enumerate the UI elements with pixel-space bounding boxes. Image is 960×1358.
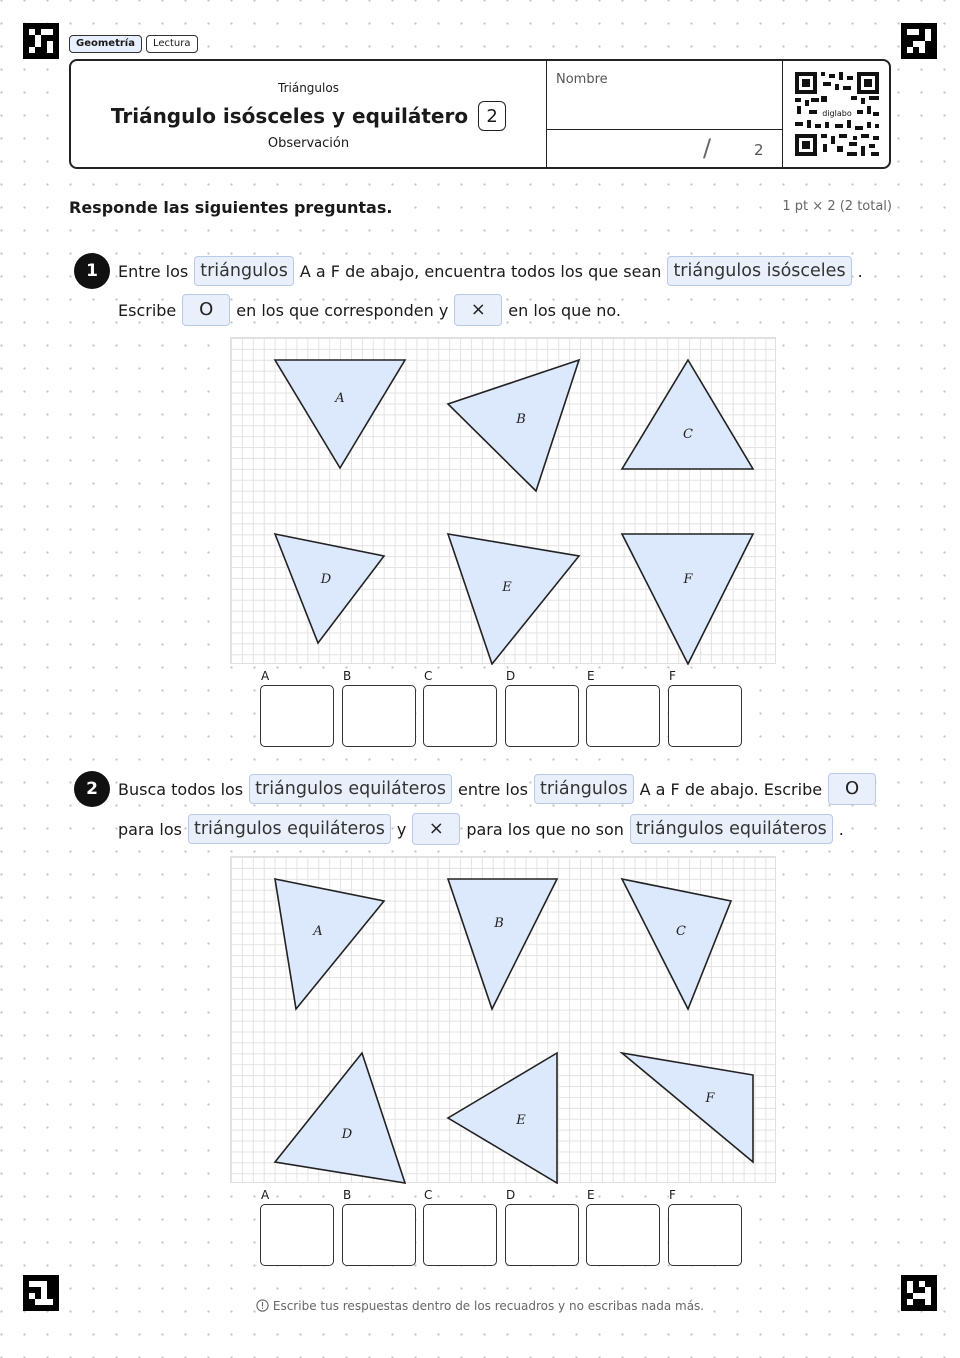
name-score-block — [546, 61, 782, 167]
cross-symbol-icon: × — [412, 813, 460, 845]
answer-box-c[interactable] — [423, 685, 497, 747]
score-total: 2 — [754, 141, 764, 159]
answer-box-b[interactable] — [342, 685, 416, 747]
q2-text: para los — [118, 819, 182, 839]
triangle-label-f: F — [683, 572, 693, 587]
triangle-label-b: B — [494, 916, 504, 931]
name-label: Nombre — [556, 72, 608, 87]
keyword-isosceles-triangles[interactable]: triángulos isósceles — [667, 256, 851, 286]
keyword-triangles[interactable]: triángulos — [194, 256, 294, 286]
q2-text: entre los — [458, 779, 528, 799]
answer-label-a: A — [261, 669, 270, 683]
question-1-line-1 — [118, 256, 863, 286]
answer-label-f: F — [669, 669, 676, 683]
triangle-label-e: E — [516, 1113, 526, 1128]
q1-text: en los que no. — [508, 300, 621, 320]
triangle-c — [622, 879, 731, 1009]
points-info: 1 pt × 2 (2 total) — [782, 199, 892, 214]
triangle-label-f: F — [705, 1091, 715, 1106]
triangle-f — [622, 534, 753, 664]
answer-label-b: B — [343, 669, 352, 683]
triangle-label-c: C — [676, 924, 686, 939]
q1-text: Entre los — [118, 261, 189, 281]
triangle-b — [448, 879, 557, 1009]
question-1-line-2 — [118, 294, 621, 326]
q2-text: A a F de abajo. Escribe — [639, 779, 823, 799]
triangle-b — [448, 360, 579, 491]
title-block — [71, 61, 546, 167]
triangle-e — [448, 534, 579, 664]
circle-symbol-icon: O — [182, 294, 230, 326]
q1-text: A a F de abajo, encuentra todos los que sean — [299, 261, 662, 281]
q2-text: . — [838, 819, 844, 839]
answer-label-e: E — [587, 1188, 595, 1202]
corner-marker-top-left — [23, 23, 59, 59]
score-slash: / — [703, 134, 712, 162]
tag-reading[interactable]: Lectura — [146, 35, 198, 53]
page-title — [71, 101, 546, 131]
corner-marker-top-right — [901, 23, 937, 59]
triangle-d — [275, 534, 384, 643]
footer-note — [0, 1299, 960, 1313]
answer-label-f: F — [669, 1188, 676, 1202]
answer-box-c[interactable] — [423, 1204, 497, 1266]
answer-label-e: E — [587, 669, 595, 683]
worksheet-header — [69, 59, 891, 169]
triangle-label-b: B — [516, 412, 526, 427]
triangle-e — [448, 1053, 557, 1183]
question-2-figure — [230, 856, 776, 1183]
answer-box-f[interactable] — [668, 685, 742, 747]
q2-text: y — [396, 819, 407, 839]
triangle-d — [275, 1053, 405, 1183]
question-2-line-1 — [118, 773, 882, 805]
triangle-f — [622, 1053, 753, 1162]
answer-label-a: A — [261, 1188, 270, 1202]
qr-block — [782, 61, 889, 167]
q1-text: . — [857, 261, 863, 281]
qr-code-icon — [795, 72, 879, 156]
qr-label: diglabo — [822, 109, 852, 118]
answer-box-b[interactable] — [342, 1204, 416, 1266]
keyword-equilateral-triangles[interactable]: triángulos equiláteros — [630, 814, 833, 844]
triangle-label-c: C — [683, 427, 693, 442]
answer-label-c: C — [424, 1188, 433, 1202]
answer-label-d: D — [506, 669, 516, 683]
answer-box-a[interactable] — [260, 1204, 334, 1266]
category-label: Triángulos — [278, 81, 339, 95]
answer-box-d[interactable] — [505, 685, 579, 747]
subject-tags — [69, 35, 198, 53]
q2-text: Busca todos los — [118, 779, 244, 799]
triangle-c — [622, 360, 753, 469]
answer-label-d: D — [506, 1188, 516, 1202]
question-2-number: 2 — [74, 771, 110, 807]
question-1-figure — [230, 337, 776, 664]
footer-text: Escribe tus respuestas dentro de los recuadros y no escribas nada más. — [272, 1299, 705, 1313]
q1-text: en los que corresponden y — [236, 300, 449, 320]
worksheet-number: 2 — [478, 101, 506, 131]
instructions: Responde las siguientes preguntas. — [69, 198, 396, 217]
q2-text: para los que no son — [466, 819, 624, 839]
triangle-label-d: D — [320, 572, 332, 587]
triangle-label-a: A — [313, 924, 323, 939]
q1-text: Escribe — [118, 300, 177, 320]
cross-symbol-icon: × — [454, 294, 502, 326]
keyword-equilateral-triangles[interactable]: triángulos equiláteros — [188, 814, 391, 844]
divider — [547, 129, 782, 130]
triangle-a — [275, 360, 405, 468]
answer-label-b: B — [343, 1188, 352, 1202]
info-icon — [256, 1299, 269, 1312]
triangle-label-d: D — [341, 1127, 353, 1142]
answer-box-f[interactable] — [668, 1204, 742, 1266]
triangle-label-e: E — [502, 580, 512, 595]
answer-box-d[interactable] — [505, 1204, 579, 1266]
answer-label-c: C — [424, 669, 433, 683]
keyword-triangles[interactable]: triángulos — [534, 774, 634, 804]
tag-geometry[interactable]: Geometría — [69, 35, 142, 53]
question-1-number: 1 — [74, 253, 110, 289]
triangle-label-a: A — [335, 391, 345, 406]
question-2-line-2 — [118, 813, 844, 845]
subtitle: Observación — [267, 136, 350, 151]
keyword-equilateral-triangles[interactable]: triángulos equiláteros — [249, 774, 452, 804]
circle-symbol-icon: O — [828, 773, 876, 805]
answer-box-e[interactable] — [586, 685, 660, 747]
answer-box-e[interactable] — [586, 1204, 660, 1266]
triangle-a — [275, 879, 384, 1009]
answer-box-a[interactable] — [260, 685, 334, 747]
title-text: Triángulo isósceles y equilátero — [110, 104, 469, 128]
